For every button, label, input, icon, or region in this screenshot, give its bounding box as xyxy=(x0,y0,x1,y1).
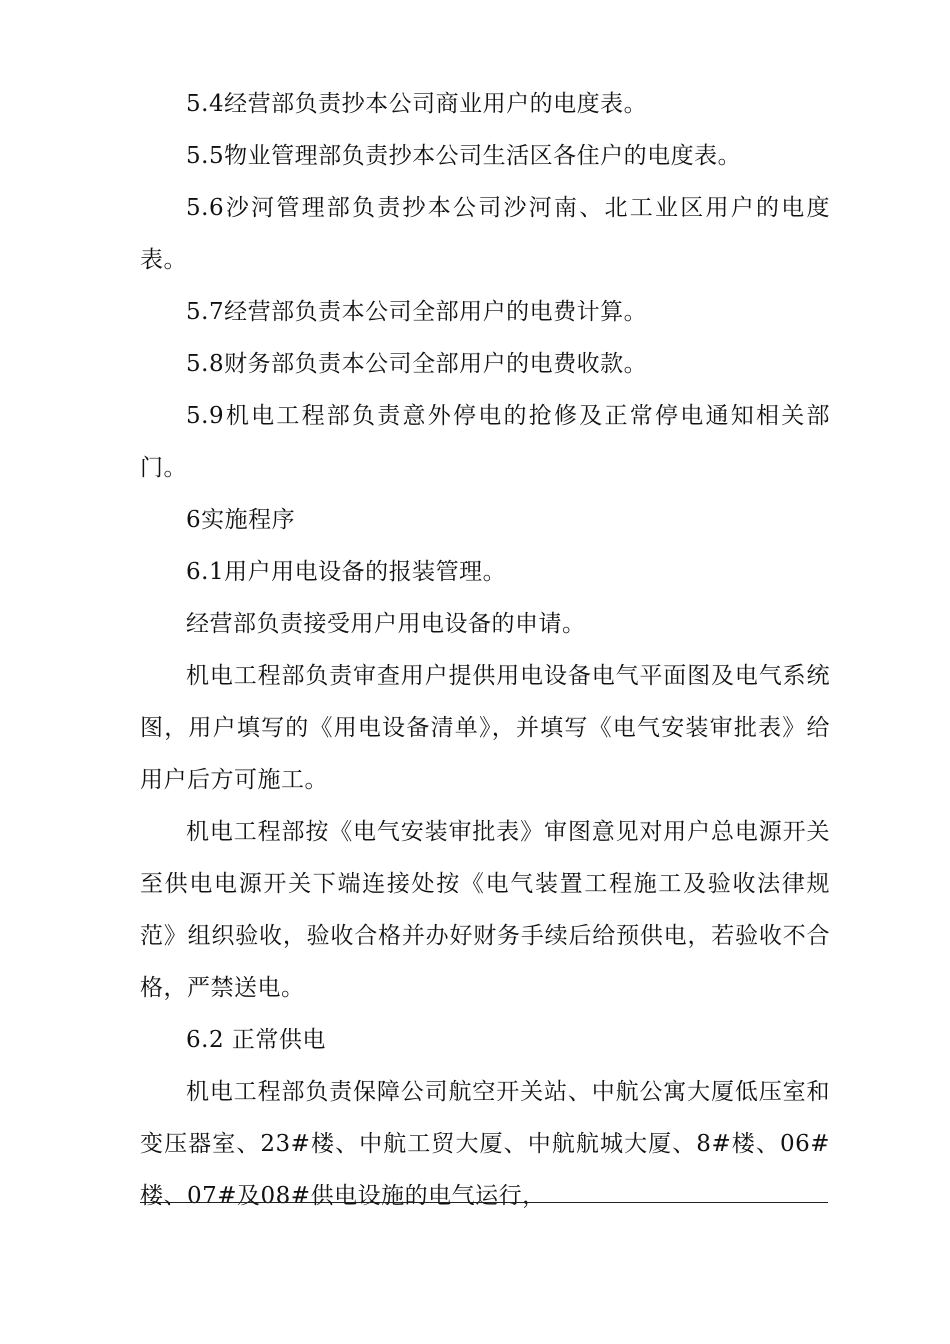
paragraph-5-7: 5.7经营部负责本公司全部用户的电费计算。 xyxy=(186,299,648,325)
section-heading-6: 6实施程序 xyxy=(186,507,296,533)
paragraph-normal-supply: 机电工程部负责保障公司航空开关站、中航公寓大厦低压室和变压器室、23#楼、中航工贸大厦、中航航城大厦、8#楼、06#楼、07#及08#供电设施的电气运行， xyxy=(140,1079,830,1209)
paragraph-application: 经营部负责接受用户用电设备的申请。 xyxy=(186,611,586,637)
paragraph-5-8: 5.8财务部负责本公司全部用户的电费收款。 xyxy=(186,351,648,377)
footer-divider xyxy=(140,1202,828,1203)
paragraph-review: 机电工程部负责审查用户提供用电设备电气平面图及电气系统图，用户填写的《用电设备清单》，并填写《电气安装审批表》给用户后方可施工。 xyxy=(140,663,830,793)
subsection-heading-6-1: 6.1用户用电设备的报装管理。 xyxy=(186,559,507,585)
paragraph-5-6: 5.6沙河管理部负责抄本公司沙河南、北工业区用户的电度表。 xyxy=(140,195,830,273)
paragraph-5-4: 5.4经营部负责抄本公司商业用户的电度表。 xyxy=(186,91,648,117)
document-body xyxy=(140,78,830,1222)
paragraph-5-5: 5.5物业管理部负责抄本公司生活区各住户的电度表。 xyxy=(186,143,742,169)
subsection-heading-6-2: 6.2 正常供电 xyxy=(186,1027,326,1053)
paragraph-5-9: 5.9机电工程部负责意外停电的抢修及正常停电通知相关部门。 xyxy=(140,403,830,481)
paragraph-acceptance: 机电工程部按《电气安装审批表》审图意见对用户总电源开关至供电电源开关下端连接处按《电气装置工程施工及验收法律规范》组织验收，验收合格并办好财务手续后给预供电，若验收不合格，严禁送电。 xyxy=(140,819,830,1001)
